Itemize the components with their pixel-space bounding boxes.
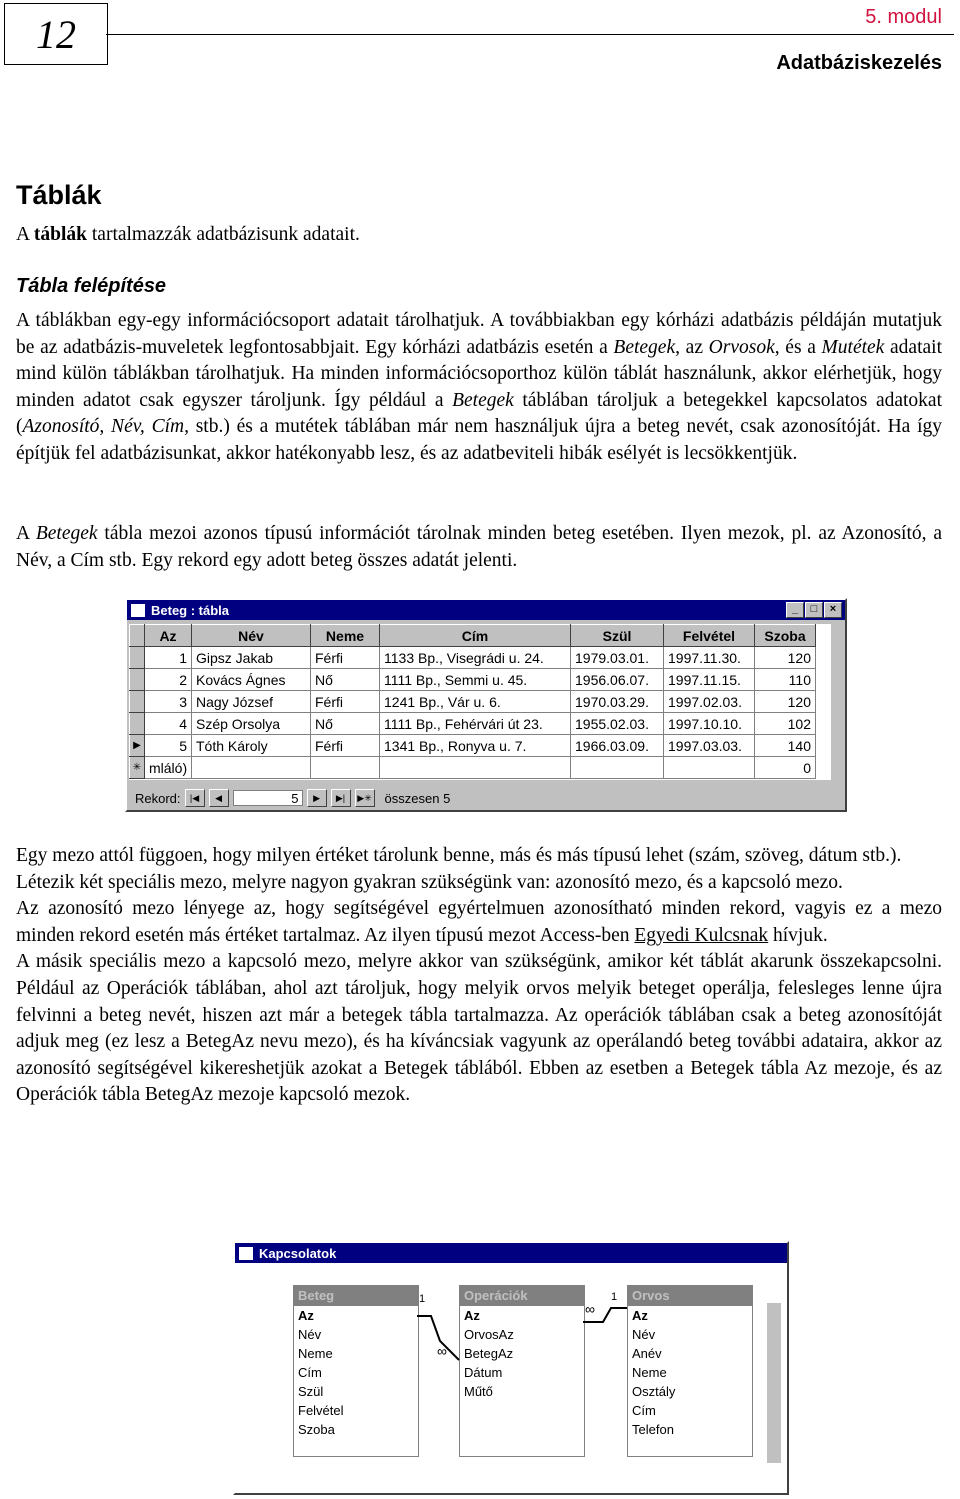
cell-neme[interactable]: Férfi	[311, 647, 380, 669]
minimize-button[interactable]: _	[786, 602, 804, 618]
cell-felvetel[interactable]: 1997.03.03.	[664, 735, 755, 757]
cell-neme[interactable]: Férfi	[311, 735, 380, 757]
cell-nev[interactable]: Nagy József	[192, 691, 311, 713]
cell-neme[interactable]: Nő	[311, 713, 380, 735]
datasheet-grid	[129, 624, 831, 780]
cell-nev[interactable]: Gipsz Jakab	[192, 647, 311, 669]
cell-szoba[interactable]: 120	[755, 691, 816, 713]
table-icon	[131, 604, 145, 617]
cell-szul[interactable]: 1970.03.29.	[571, 691, 664, 713]
cell-szul[interactable]: 1979.03.01.	[571, 647, 664, 669]
row-selector[interactable]	[130, 691, 145, 713]
select-all-corner[interactable]	[130, 625, 145, 647]
rel-many-marker-2: ∞	[585, 1301, 595, 1317]
table-row[interactable]	[130, 669, 816, 691]
rel-window-title: Kapcsolatok	[259, 1245, 337, 1261]
cell-az[interactable]: 4	[145, 713, 192, 735]
record-label: Rekord:	[135, 790, 181, 806]
col-header-az[interactable]: Az	[145, 625, 192, 647]
table-box-title[interactable]: Beteg	[294, 1286, 418, 1306]
cell-nev[interactable]: Szép Orsolya	[192, 713, 311, 735]
cell-szul[interactable]: 1956.06.07.	[571, 669, 664, 691]
table-row[interactable]	[130, 647, 816, 669]
page-number: 12	[4, 3, 108, 65]
cell-cim[interactable]: 1133 Bp., Visegrádi u. 24.	[380, 647, 571, 669]
current-row-arrow-icon[interactable]: ▶	[130, 735, 145, 757]
cell-cim[interactable]: 1111 Bp., Semmi u. 45.	[380, 669, 571, 691]
record-navigator	[129, 788, 450, 808]
first-record-icon[interactable]: |◀	[185, 789, 205, 807]
rel-one-marker-2: 1	[611, 1291, 618, 1303]
field-item[interactable]: Osztály	[632, 1384, 676, 1399]
field-item[interactable]: Szoba	[298, 1422, 335, 1437]
relationships-icon	[239, 1247, 253, 1260]
cell-nev-new[interactable]	[192, 757, 311, 779]
cell-felvetel[interactable]: 1997.11.15.	[664, 669, 755, 691]
maximize-button[interactable]: □	[805, 602, 823, 618]
cell-felvetel[interactable]: 1997.10.10.	[664, 713, 755, 735]
next-record-icon[interactable]: ▶	[307, 789, 327, 807]
col-header-felvetel[interactable]: Felvétel	[664, 625, 755, 647]
cell-szul[interactable]: 1955.02.03.	[571, 713, 664, 735]
cell-cim[interactable]: 1111 Bp., Fehérvári út 23.	[380, 713, 571, 735]
cell-az[interactable]: 1	[145, 647, 192, 669]
table-box-title[interactable]: Orvos	[628, 1286, 752, 1306]
field-item[interactable]: Anév	[632, 1346, 662, 1361]
table-row[interactable]	[130, 735, 816, 757]
record-number-field[interactable]: 5	[233, 790, 303, 806]
cell-szoba[interactable]: 102	[755, 713, 816, 735]
cell-nev[interactable]: Kovács Ágnes	[192, 669, 311, 691]
field-item[interactable]: Dátum	[464, 1365, 503, 1380]
field-item[interactable]: Az	[464, 1308, 480, 1323]
field-item[interactable]: Az	[632, 1308, 648, 1323]
new-record-row[interactable]	[130, 757, 816, 779]
field-item[interactable]: Telefon	[632, 1422, 674, 1437]
table-row[interactable]	[130, 713, 816, 735]
field-item[interactable]: Szül	[298, 1384, 324, 1399]
field-item[interactable]: Neme	[632, 1365, 667, 1380]
field-item[interactable]: Neme	[298, 1346, 333, 1361]
cell-az[interactable]: 5	[145, 735, 192, 757]
subsection-title: Tábla felépítése	[16, 275, 167, 297]
cell-az-new[interactable]: mláló)	[145, 757, 192, 779]
section-intro: A táblák tartalmazzák adatbázisunk adatait.	[16, 224, 360, 245]
paragraph-3: Egy mezo attól függoen, hogy milyen értéket tárolunk benne, más és más típusú lehet (szám, szöveg, dátum stb.). Létezik két speciális mezo, melyre nagyon gyakran szükségünk van: azonosító mezo, és a kapcsoló mezo. Az azonosító mezo lényege az, hogy segítségével egyértelmuen azonosítható minden rekord, vagyis ez a mezo minden rekord esetén más értéket tartalmaz. Az ilyen típusú mezot Access-ben Egyedi Kulcsnak hívjuk. A másik speciális mezo a kapcsoló mezo, melyre akkor van szükségünk, amikor két táblát akarunk összekapcsolni. Például az Operációk táblában, ahol azt tároljuk, hogy melyik orvos melyik beteget operálja, felesleges lenne újra felvinni a beteg nevét, hiszen azt már a betegek tábla tartalmazza. Az operációk táblában csak a beteg azonosítóját adjuk meg (ez lesz a BetegAz nevu mezo), és ha kíváncsiak vagyunk az operálandó beteg további adataira, akkor az azonosító segítségével kikereshetjük azokat a Betegek táblából. Ebben az esetben a Betegek tábla Az mezoje, és az Operációk tábla BetegAz mezoje kapcsoló mezok.	[16, 845, 942, 1106]
new-record-icon[interactable]: ✳	[130, 757, 145, 779]
close-button[interactable]: ×	[824, 602, 842, 618]
new-record-nav-icon[interactable]: ▶✳	[355, 789, 375, 807]
paragraph-1: A táblákban egy-egy információcsoport adatait tárolhatjuk. A továbbiakban egy kórházi adatbázis példáján mutatjuk be az adatbázis-muveletek legfontosabbjait. Egy kórházi adatbázis esetén a Betegek, az Orvosok, és a Mutétek adatait mind külön táblákban tárolhatjuk. Ha minden információcsoporthoz külön táblát használunk, akkor elérhetjük, hogy minden adatot csak egyszer tároljunk. Így például a Betegek táblában tároljuk a betegekkel kapcsolatos adatokat (Azonosító, Név, Cím, stb.) és a mutétek táblában már nem használjuk újra a beteg nevét, csak azonosítóját. Ha így építjük fel adatbázisunkat, akkor hatékonyabb lesz, és az adatbeviteli hibák esélyét is lecsökkentjük.	[16, 310, 942, 464]
prev-record-icon[interactable]: ◀	[209, 789, 229, 807]
col-header-cim[interactable]: Cím	[380, 625, 571, 647]
cell-neme[interactable]: Férfi	[311, 691, 380, 713]
cell-szoba-new[interactable]: 0	[755, 757, 816, 779]
cell-nev[interactable]: Tóth Károly	[192, 735, 311, 757]
relationship-lines	[235, 1263, 783, 1489]
field-item[interactable]: Cím	[632, 1403, 656, 1418]
module-label: 5. modul	[865, 6, 942, 28]
scrollbar[interactable]	[767, 1303, 781, 1463]
paragraph-2: A Betegek tábla mezoi azonos típusú információt tárolnak minden beteg esetében. Ilyen mezok, pl. az Azonosító, a Név, a Cím stb. Egy rekord egy adott beteg összes adatát jelenti.	[16, 523, 942, 571]
cell-az[interactable]: 3	[145, 691, 192, 713]
cell-felvetel-new[interactable]	[664, 757, 755, 779]
cell-cim[interactable]: 1241 Bp., Vár u. 6.	[380, 691, 571, 713]
rel-window-titlebar[interactable]	[235, 1243, 787, 1263]
field-item[interactable]: Cím	[298, 1365, 322, 1380]
row-selector[interactable]	[130, 713, 145, 735]
table-row[interactable]	[130, 691, 816, 713]
col-header-neme[interactable]: Neme	[311, 625, 380, 647]
field-item[interactable]: Felvétel	[298, 1403, 344, 1418]
field-item[interactable]: OrvosAz	[464, 1327, 514, 1342]
field-item[interactable]: Az	[298, 1308, 314, 1323]
cell-szoba[interactable]: 120	[755, 647, 816, 669]
field-item[interactable]: Műtő	[464, 1384, 493, 1399]
col-header-nev[interactable]: Név	[192, 625, 311, 647]
rel-many-marker: ∞	[437, 1343, 447, 1359]
relationships-canvas	[235, 1263, 787, 1493]
table-window	[125, 598, 847, 812]
record-count: összesen 5	[384, 790, 451, 806]
cell-szoba[interactable]: 140	[755, 735, 816, 757]
field-item[interactable]: Név	[632, 1327, 656, 1342]
table-box-title[interactable]: Operációk	[460, 1286, 584, 1306]
rel-one-marker: 1	[419, 1293, 426, 1305]
row-selector[interactable]	[130, 647, 145, 669]
cell-az[interactable]: 2	[145, 669, 192, 691]
field-item[interactable]: Név	[298, 1327, 322, 1342]
cell-neme-new[interactable]	[311, 757, 380, 779]
table-window-title: Beteg : tábla	[151, 602, 230, 618]
cell-neme[interactable]: Nő	[311, 669, 380, 691]
table-window-titlebar[interactable]	[127, 600, 845, 620]
relationships-window	[233, 1241, 789, 1495]
cell-cim[interactable]: 1341 Bp., Ronyva u. 7.	[380, 735, 571, 757]
row-selector[interactable]	[130, 669, 145, 691]
section-title: Táblák	[16, 180, 102, 210]
col-header-szul[interactable]: Szül	[571, 625, 664, 647]
last-record-icon[interactable]: ▶|	[331, 789, 351, 807]
cell-felvetel[interactable]: 1997.02.03.	[664, 691, 755, 713]
cell-cim-new[interactable]	[380, 757, 571, 779]
col-header-szoba[interactable]: Szoba	[755, 625, 816, 647]
cell-szul-new[interactable]	[571, 757, 664, 779]
cell-szoba[interactable]: 110	[755, 669, 816, 691]
header-rule	[106, 34, 954, 35]
field-item[interactable]: BetegAz	[464, 1346, 514, 1361]
subject-label: Adatbáziskezelés	[776, 52, 942, 74]
cell-felvetel[interactable]: 1997.11.30.	[664, 647, 755, 669]
cell-szul[interactable]: 1966.03.09.	[571, 735, 664, 757]
